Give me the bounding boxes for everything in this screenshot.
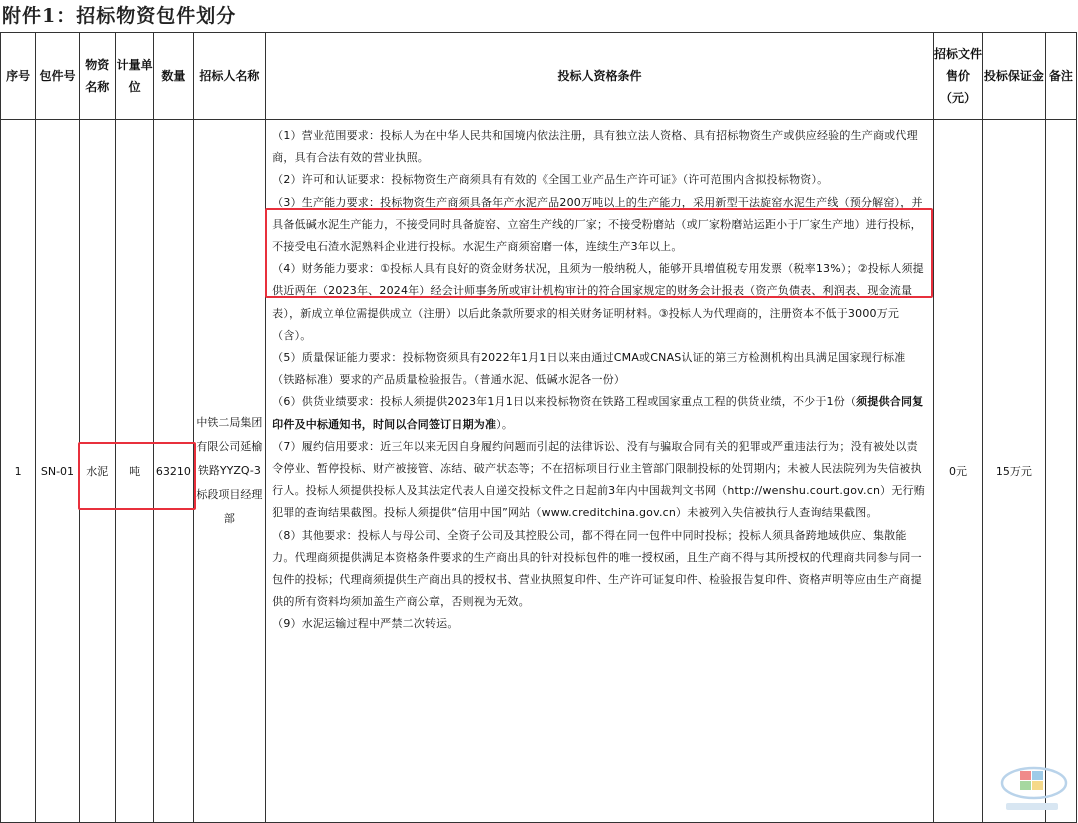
header-deposit: 投标保证金	[983, 33, 1046, 120]
cell-package-no: SN-01	[36, 120, 79, 823]
cell-seq: 1	[1, 120, 36, 823]
cell-deposit: 15万元	[983, 120, 1046, 823]
cell-material-name: 水泥	[79, 120, 115, 823]
requirement-6	[272, 391, 927, 435]
cell-tenderer: 中铁二局集团有限公司延榆铁路YYZQ-3标段项目经理部	[193, 120, 266, 823]
requirement-6-text: （6）供货业绩要求：投标人须提供2023年1月1日以来投标物资在铁路工程或国家重点工程的供货业绩，不少于1份（	[272, 395, 857, 409]
bid-package-table	[0, 32, 1077, 823]
cell-remarks	[1045, 120, 1076, 823]
requirement-7: （7）履约信用要求：近三年以来无因自身履约问题而引起的法律诉讼、没有与骗取合同有关的犯罪或严重违法行为；没有被处以责令停业、暂停投标、财产被接管、冻结、破产状态等；不在招标项目行业主管部门限制投标的处罚期内；未被人民法院列为失信被执行人。投标人须提供投标人及其法定代表人自递交投标文件之日起前3年内中国裁判文书网（http://wenshu.court.gov.cn）无行贿犯罪的查询结果截图。投标人须提供“信用中国”网站（www.creditchina.gov.cn）未被列入失信被执行人查询结果截图。	[272, 439, 925, 520]
requirement-6-bold: 须提供合同复印件及中标通知书，时间以合同签订日期为准	[272, 395, 924, 431]
header-doc-price: 招标文件售价（元）	[933, 33, 982, 120]
cell-doc-price: 0元	[933, 120, 982, 823]
header-package-no: 包件号	[36, 33, 79, 120]
header-requirements: 投标人资格条件	[266, 33, 934, 120]
table-header-row	[1, 33, 1077, 120]
requirement-3: （3）生产能力要求：投标物资生产商须具备年产水泥产品200万吨以上的生产能力，采用新型干法旋窑水泥生产线（预分解窑），并具备低碱水泥生产能力，不接受同时具备旋窑、立窑生产线的厂家；不接受粉磨站（或厂家粉磨站运距小于厂家生产地）进行投标，不接受电石渣水泥熟料企业进行投标。水泥生产商须窑磨一体，连续生产3年以上。	[272, 195, 923, 254]
header-material-name: 物资名称	[79, 33, 115, 120]
requirement-8: （8）其他要求：投标人与母公司、全资子公司及其控股公司，都不得在同一包件中同时投标；投标人须具备跨地域供应、集散能力。代理商须提供满足本资格条件要求的生产商出具的针对投标包件的唯一授权函，且生产商不得与其所授权的代理商共同参与同一包件的投标；代理商须提供生产商出具的授权书、营业执照复印件、生产许可证复印件、检验报告复印件、资格声明等应由生产商提供的所有资料均须加盖生产商公章，否则视为无效。	[272, 528, 922, 609]
cell-unit: 吨	[115, 120, 153, 823]
cell-quantity: 63210	[154, 120, 193, 823]
requirement-1: （1）营业范围要求：投标人为在中华人民共和国境内依法注册，具有独立法人资格、具有招标物资生产或供应经验的生产商或代理商，具有合法有效的营业执照。	[272, 129, 918, 165]
requirement-4: （4）财务能力要求：①投标人具有良好的资金财务状况，且须为一般纳税人，能够开具增值税专用发票（税率13%）；②投标人须提供近两年（2023年、2024年）经会计师事务所或审计机构审计的符合国家规定的财务会计报表（资产负债表、利润表、现金流量表），新成立单位需提供成立（注册）以后此条款所要求的相关财务证明材料。③投标人为代理商的，注册资本不低于3000万元（含）。	[272, 262, 924, 342]
cell-requirements	[266, 120, 934, 823]
page-title: 附件1：招标物资包件划分	[2, 5, 237, 27]
header-quantity: 数量	[154, 33, 193, 120]
requirement-2: （2）许可和认证要求：投标物资生产商须具有有效的《全国工业产品生产许可证》（许可范围内含拟投标物资）。	[272, 173, 829, 187]
table-row	[1, 120, 1077, 823]
header-remarks: 备注	[1045, 33, 1076, 120]
requirement-9: （9）水泥运输过程中严禁二次转运。	[272, 617, 459, 631]
requirement-5: （5）质量保证能力要求：投标物资须具有2022年1月1日以来由通过CMA或CNAS认证的第三方检测机构出具满足国家现行标准（铁路标准）要求的产品质量检验报告。（普通水泥、低碱水泥各一份）	[272, 351, 906, 387]
cnweb-logo-icon	[996, 761, 1070, 817]
requirement-6-tail: ）。	[496, 417, 514, 431]
header-unit: 计量单位	[115, 33, 153, 120]
header-tenderer: 招标人名称	[193, 33, 266, 120]
header-seq: 序号	[1, 33, 36, 120]
